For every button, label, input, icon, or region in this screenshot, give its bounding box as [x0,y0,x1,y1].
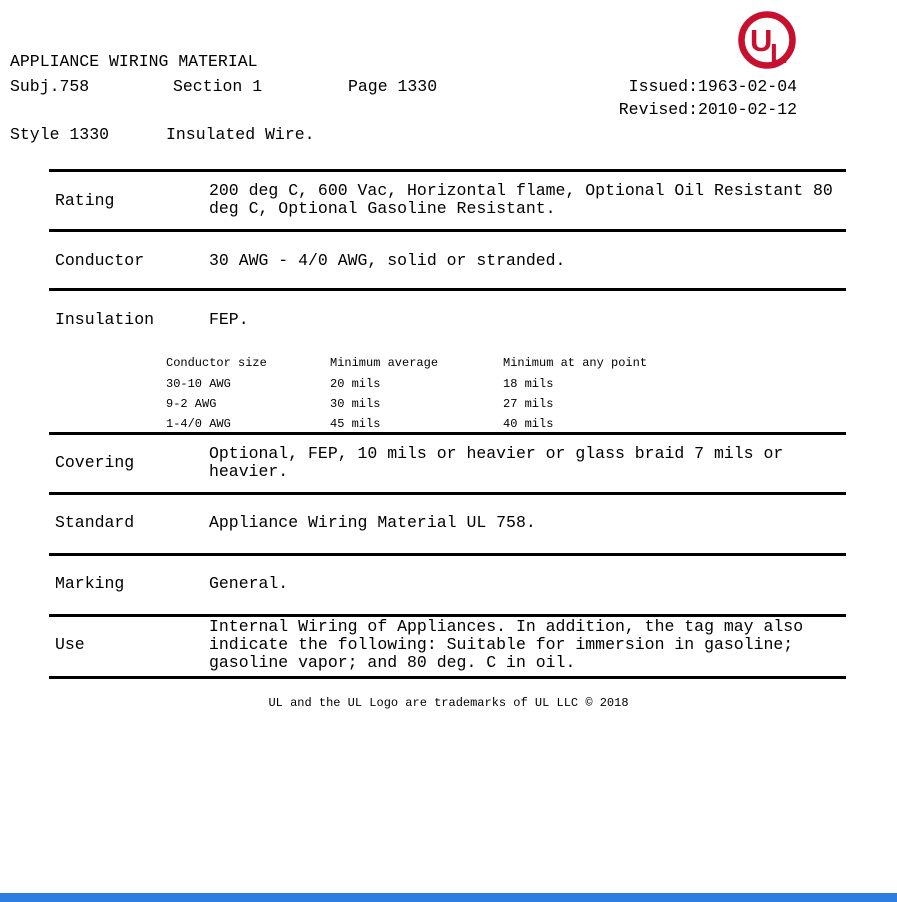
insulation-col-header-size: Conductor size [166,356,267,370]
ul-logo-icon [737,10,797,70]
row-label-standard: Standard [55,513,135,532]
row-content-rating: 200 deg C, 600 Vac, Horizontal flame, Optional Oil Resistant 80 deg C, Optional Gasoline Resistant. [209,181,833,218]
style-description: Insulated Wire. [166,125,315,144]
table-rule [49,169,846,172]
issued-date: Issued:1963-02-04 [628,77,797,96]
insulation-cell: 30 mils [330,397,381,411]
table-rule [49,676,846,679]
insulation-col-header-min-point: Minimum at any point [503,356,648,370]
insulation-cell: 20 mils [330,377,381,391]
table-rule [49,229,846,232]
trademark-footer: UL and the UL Logo are trademarks of UL LLC © 2018 [268,696,629,710]
bottom-bar [0,893,897,902]
row-label-use: Use [55,635,85,654]
insulation-cell: 9-2 AWG [166,397,217,411]
subject-label: Subj.758 [10,77,90,96]
table-rule [49,553,846,556]
insulation-cell: 40 mils [503,417,554,431]
insulation-cell: 45 mils [330,417,381,431]
table-rule [49,492,846,495]
row-content-insulation: FEP. [209,310,249,329]
row-label-conductor: Conductor [55,251,145,270]
page-title: APPLIANCE WIRING MATERIAL [10,52,258,71]
row-label-marking: Marking [55,574,125,593]
table-rule [49,288,846,291]
insulation-col-header-min-avg: Minimum average [330,356,439,370]
row-content-marking: General. [209,574,289,593]
row-label-covering: Covering [55,453,135,472]
style-number: Style 1330 [10,125,110,144]
insulation-cell: 1-4/0 AWG [166,417,231,431]
row-content-standard: Appliance Wiring Material UL 758. [209,513,536,532]
row-content-use: Internal Wiring of Appliances. In addition, the tag may also indicate the following: Suitable for immersion in gasoline; gasoline vapor; and 80 deg. C in oil. [209,617,804,672]
section-label: Section 1 [173,77,263,96]
ul-logo-letter-u: U [750,23,773,58]
row-content-covering: Optional, FEP, 10 mils or heavier or glass braid 7 mils or heavier. [209,444,784,481]
ul-logo-letter-l: L [770,38,788,69]
page-number-label: Page 1330 [348,77,438,96]
insulation-cell: 18 mils [503,377,554,391]
revised-date: Revised:2010-02-12 [618,100,797,119]
insulation-cell: 30-10 AWG [166,377,231,391]
row-content-conductor: 30 AWG - 4/0 AWG, solid or stranded. [209,251,566,270]
row-label-rating: Rating [55,191,115,210]
insulation-cell: 27 mils [503,397,554,411]
row-label-insulation: Insulation [55,310,155,329]
